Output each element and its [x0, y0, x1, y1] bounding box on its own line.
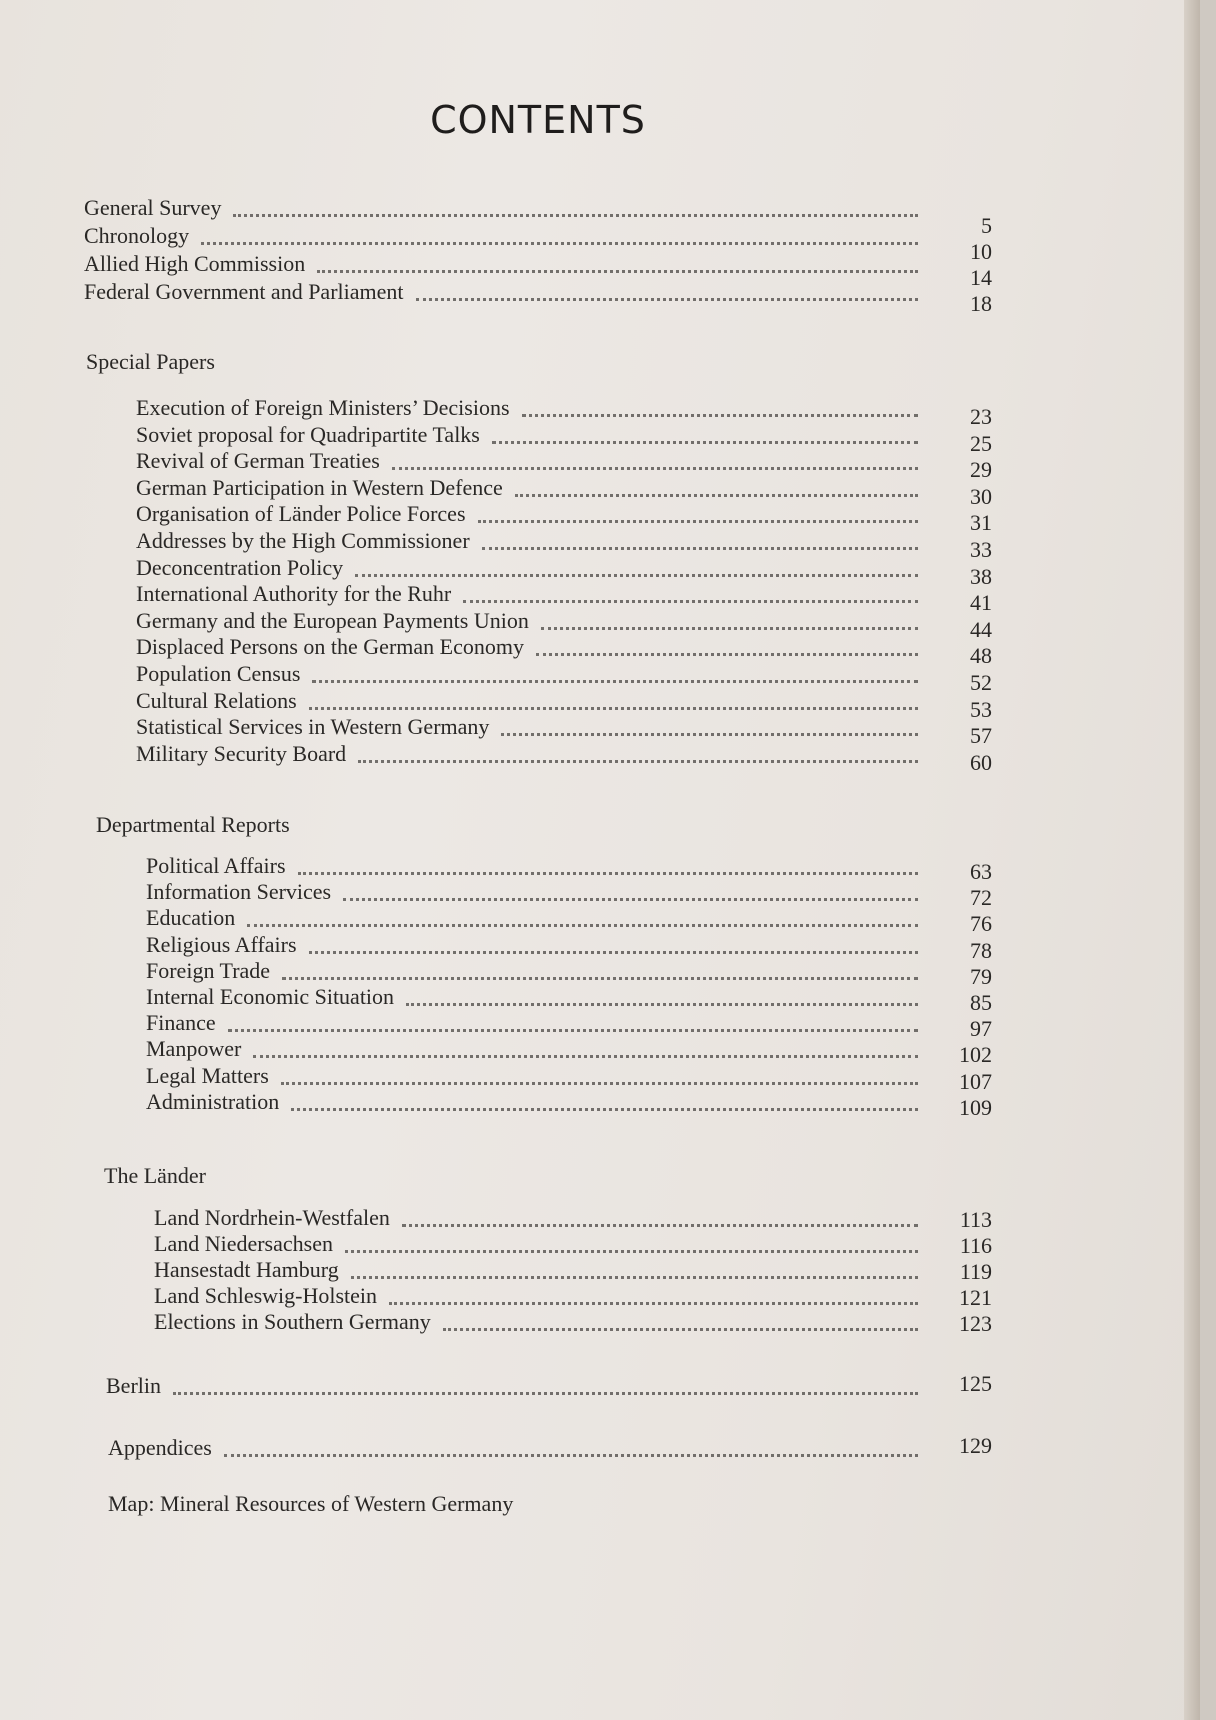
section-heading: The Länder	[104, 1163, 206, 1188]
toc-entry-label: Execution of Foreign Ministers’ Decisions	[136, 395, 510, 420]
toc-entry	[154, 1256, 918, 1284]
toc-entry-label: Statistical Services in Western Germany	[136, 714, 490, 740]
toc-entry-label: Internal Economic Situation	[146, 984, 395, 1009]
dot-leader	[298, 868, 918, 875]
toc-entry	[136, 421, 918, 449]
dot-leader	[522, 410, 918, 417]
toc-entry-label: International Authority for the Ruhr	[136, 581, 452, 607]
toc-entry	[106, 1372, 918, 1400]
dot-leader	[309, 703, 918, 710]
toc-entry-label: Federal Government and Parliament	[84, 279, 404, 304]
toc-entry	[136, 580, 918, 608]
toc-entry	[146, 931, 918, 959]
dot-leader	[392, 463, 918, 470]
toc-entry-label: Manpower	[146, 1036, 242, 1062]
toc-entry	[136, 633, 918, 661]
toc-page-number: 57	[970, 723, 992, 749]
toc-entry	[136, 554, 918, 582]
toc-page-number: 63	[970, 859, 992, 884]
toc-entry-label: Religious Affairs	[146, 931, 297, 957]
toc-page-number: 72	[970, 885, 992, 911]
toc-page-number: 38	[970, 563, 992, 589]
toc-entry-label: Cultural Relations	[136, 687, 297, 713]
toc-page-number: 60	[970, 749, 992, 775]
dot-leader	[358, 756, 918, 763]
toc-entry	[84, 278, 918, 306]
toc-page-number: 53	[970, 696, 992, 722]
dot-leader	[541, 623, 918, 630]
toc-entry-label: Appendices	[108, 1435, 212, 1460]
toc-entry-label: Education	[146, 905, 236, 931]
toc-entry-label: Organisation of Länder Police Forces	[136, 501, 466, 527]
dot-leader	[317, 266, 918, 273]
toc-entry	[146, 878, 918, 906]
toc-page-number: 44	[970, 616, 992, 642]
toc-entry	[108, 1434, 918, 1462]
toc-entry-label: Elections in Southern Germany	[154, 1309, 431, 1334]
toc-entry	[154, 1230, 918, 1258]
toc-entry-label: General Survey	[84, 195, 222, 220]
dot-leader	[282, 973, 918, 980]
dot-leader	[201, 238, 918, 245]
toc-entry-label: Land Schleswig-Holstein	[154, 1283, 378, 1308]
toc-page-number: 116	[959, 1233, 992, 1258]
toc-entry-label: Information Services	[146, 879, 332, 905]
dot-leader	[515, 490, 918, 497]
dot-leader	[355, 570, 918, 577]
dot-leader	[463, 596, 918, 603]
dot-leader	[345, 1246, 918, 1253]
toc-page-number: 33	[970, 537, 992, 562]
toc-entry	[136, 500, 918, 528]
dot-leader	[233, 210, 918, 217]
toc-entry	[136, 740, 918, 768]
toc-page-number: 125	[959, 1371, 992, 1396]
dot-leader	[291, 1104, 918, 1111]
toc-entry	[146, 1088, 918, 1116]
dot-leader	[389, 1298, 918, 1305]
toc-entry-label: Hansestadt Hamburg	[154, 1257, 339, 1282]
dot-leader	[406, 999, 918, 1006]
toc-page-number: 48	[970, 643, 992, 669]
toc-page-number: 30	[970, 483, 992, 509]
toc-page-number: 25	[970, 430, 992, 456]
dot-leader	[173, 1388, 918, 1395]
toc-entry	[136, 607, 918, 635]
dot-leader	[478, 516, 918, 523]
toc-entry-label: Addresses by the High Commissioner	[136, 528, 470, 553]
toc-entry-label: Political Affairs	[146, 853, 286, 878]
toc-page-number: 14	[970, 265, 992, 290]
toc-page-number: 79	[970, 963, 992, 989]
dot-leader	[351, 1272, 918, 1279]
toc-entry-label: Deconcentration Policy	[136, 554, 344, 580]
dot-leader	[312, 676, 918, 683]
toc-entry-label: Land Niedersachsen	[154, 1231, 333, 1256]
section-heading: Special Papers	[86, 349, 215, 374]
toc-entry	[136, 447, 918, 475]
toc-page-number: 29	[970, 457, 992, 483]
toc-entry	[84, 194, 918, 222]
toc-page-number: 41	[970, 590, 992, 616]
toc-page-number: 119	[959, 1259, 992, 1284]
toc-entry-label: Military Security Board	[136, 740, 347, 766]
toc-entry	[84, 250, 918, 278]
toc-entry-label: Allied High Commission	[84, 251, 306, 276]
toc-entry	[136, 527, 918, 555]
toc-page-number: 113	[959, 1207, 992, 1232]
dot-leader	[309, 947, 918, 954]
toc-entry-label: Administration	[146, 1088, 280, 1114]
toc-entry-label: Population Census	[136, 661, 301, 686]
toc-page-number: 78	[970, 937, 992, 963]
toc-page-number: 23	[970, 404, 992, 429]
toc-page-number: 10	[970, 239, 992, 264]
toc-page-number: 52	[970, 670, 992, 695]
toc-entry-label: Finance	[146, 1010, 216, 1036]
dot-leader	[228, 1025, 918, 1032]
dot-leader	[253, 1051, 918, 1058]
toc-entry-label: Displaced Persons on the German Economy	[136, 634, 524, 660]
dot-leader	[482, 543, 918, 550]
section-heading: Departmental Reports	[96, 812, 290, 837]
toc-entry-label: Legal Matters	[146, 1062, 269, 1088]
toc-entry-label: Berlin	[106, 1373, 161, 1398]
toc-entry-label: Revival of German Treaties	[136, 448, 380, 474]
dot-leader	[501, 729, 918, 736]
toc-entry	[146, 1035, 918, 1063]
toc-page-number: 18	[970, 291, 992, 316]
dot-leader	[492, 437, 918, 444]
dot-leader	[536, 649, 918, 656]
toc-page-number: 109	[959, 1094, 992, 1120]
toc-page-number: 97	[970, 1016, 992, 1042]
dot-leader	[281, 1078, 918, 1085]
toc-entry	[146, 1062, 918, 1090]
dot-leader	[416, 294, 918, 301]
dot-leader	[443, 1324, 918, 1331]
toc-page-number: 129	[959, 1433, 992, 1458]
dot-leader	[224, 1450, 918, 1457]
toc-page-number: 102	[959, 1042, 992, 1068]
toc-entry	[146, 1009, 918, 1037]
toc-entry-label: Soviet proposal for Quadripartite Talks	[136, 421, 480, 447]
toc-entry	[136, 713, 918, 741]
toc-entry	[136, 474, 918, 502]
toc-page-number: 31	[970, 510, 992, 536]
toc-page-number: 107	[959, 1068, 992, 1094]
dot-leader	[247, 920, 918, 927]
toc-entry	[146, 852, 918, 880]
page-title: CONTENTS	[430, 98, 646, 142]
toc-entry-label: Chronology	[84, 223, 190, 248]
page-edge	[1184, 0, 1200, 1720]
toc-page-number: 76	[970, 911, 992, 937]
toc-entry	[146, 983, 918, 1011]
toc-entry	[146, 957, 918, 985]
dot-leader	[343, 894, 918, 901]
toc-entry-label: Land Nordrhein-Westfalen	[154, 1205, 390, 1230]
toc-entry-label: Foreign Trade	[146, 957, 271, 983]
toc-entry-label: German Participation in Western Defence	[136, 474, 503, 500]
toc-entry	[136, 687, 918, 715]
toc-entry	[154, 1204, 918, 1232]
toc-entry	[84, 222, 918, 250]
map-note: Map: Mineral Resources of Western Germany	[108, 1491, 514, 1516]
toc-entry	[136, 660, 918, 688]
toc-page-number: 5	[981, 213, 992, 238]
toc-entry	[136, 394, 918, 422]
toc-entry	[146, 904, 918, 932]
toc-page-number: 123	[959, 1311, 992, 1336]
toc-page-number: 121	[959, 1285, 992, 1310]
toc-page-number: 85	[970, 990, 992, 1015]
toc-entry	[154, 1308, 918, 1336]
dot-leader	[402, 1220, 918, 1227]
toc-entry	[154, 1282, 918, 1310]
toc-entry-label: Germany and the European Payments Union	[136, 607, 529, 633]
